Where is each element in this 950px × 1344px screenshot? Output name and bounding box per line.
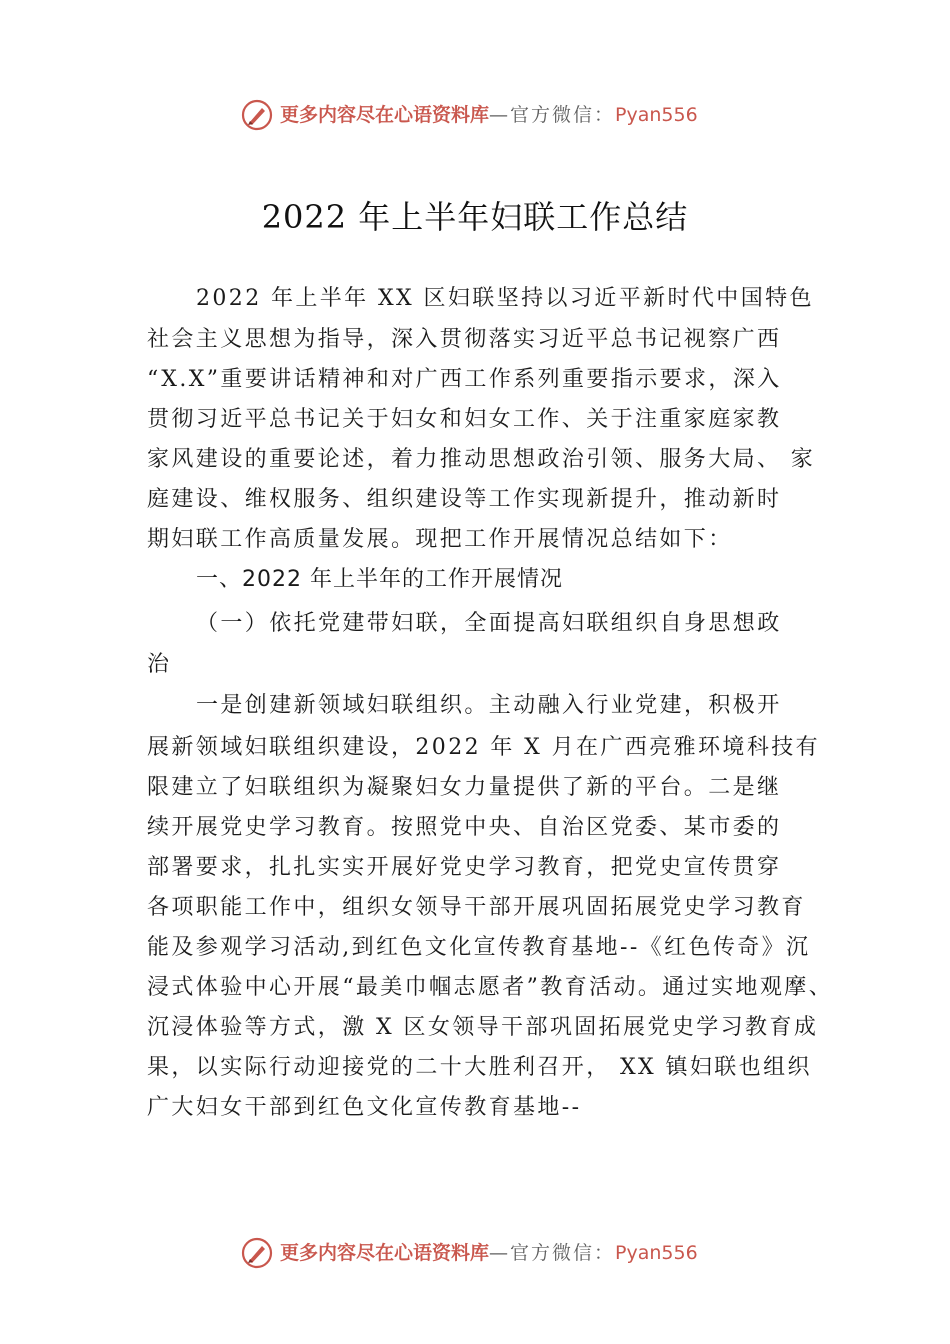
watermark-dash: — (489, 1242, 511, 1264)
body-line: 家风建设的重要论述，着力推动思想政治引领、服务大局、 家 (147, 447, 816, 472)
body-line: 广大妇女干部到红色文化宣传教育基地-- (147, 1095, 582, 1120)
pen-logo-icon (240, 1236, 274, 1270)
body-line: 2022 年上半年 XX 区妇联坚持以习近平新时代中国特色 (196, 286, 814, 311)
watermark-dash: — (489, 104, 511, 126)
watermark-account: Pyan556 (615, 104, 698, 126)
watermark-label: 官方微信： (510, 1242, 616, 1264)
pen-logo-icon (240, 98, 274, 132)
body-line: 续开展党史学习教育。按照党中央、自治区党委、某市委的 (147, 815, 782, 840)
body-line: 限建立了妇联组织为凝聚妇女力量提供了新的平台。二是继 (147, 775, 782, 800)
body-line: 庭建设、维权服务、组织建设等工作实现新提升，推动新时 (147, 487, 782, 512)
watermark-brand: 更多内容尽在心语资料库 (280, 104, 490, 126)
body-line: 展新领域妇联组织建设，2022 年 X 月在广西亮雅环境科技有 (147, 735, 821, 760)
body-line: 沉浸体验等方式，激 X 区女领导干部巩固拓展党史学习教育成 (147, 1015, 819, 1040)
document-title: 2022 年上半年妇联工作总结 (261, 198, 689, 236)
subsection-heading: （一）依托党建带妇联，全面提高妇联组织自身思想政 (196, 611, 782, 636)
body-line: “X.X”重要讲话精神和对广西工作系列重要指示要求，深入 (147, 367, 782, 392)
body-line: 各项职能工作中，组织女领导干部开展巩固拓展党史学习教育 (147, 895, 806, 920)
body-line: 一是创建新领域妇联组织。主动融入行业党建，积极开 (196, 693, 782, 718)
watermark-brand: 更多内容尽在心语资料库 (280, 1242, 490, 1264)
body-line: 期妇联工作高质量发展。现把工作开展情况总结如下： (147, 527, 733, 552)
header-watermark (0, 96, 950, 136)
section-heading: 一、2022 年上半年的工作开展情况 (196, 567, 563, 592)
subsection-heading-continued: 治 (147, 652, 172, 677)
body-line: 果，以实际行动迎接党的二十大胜利召开， XX 镇妇联也组织 (147, 1055, 812, 1080)
footer-watermark (0, 1234, 950, 1274)
body-line: 部署要求，扎扎实实开展好党史学习教育，把党史宣传贯穿 (147, 855, 782, 880)
body-line: 能及参观学习活动,到红色文化宣传教育基地--《红色传奇》沉 (147, 935, 811, 960)
body-line: 浸式体验中心开展“最美巾帼志愿者”教育活动。通过实地观摩、 (147, 975, 834, 1000)
watermark-account: Pyan556 (615, 1242, 698, 1264)
body-line: 贯彻习近平总书记关于妇女和妇女工作、关于注重家庭家教 (147, 407, 782, 432)
body-line: 社会主义思想为指导，深入贯彻落实习近平总书记视察广西 (147, 327, 782, 352)
watermark-label: 官方微信： (510, 104, 616, 126)
